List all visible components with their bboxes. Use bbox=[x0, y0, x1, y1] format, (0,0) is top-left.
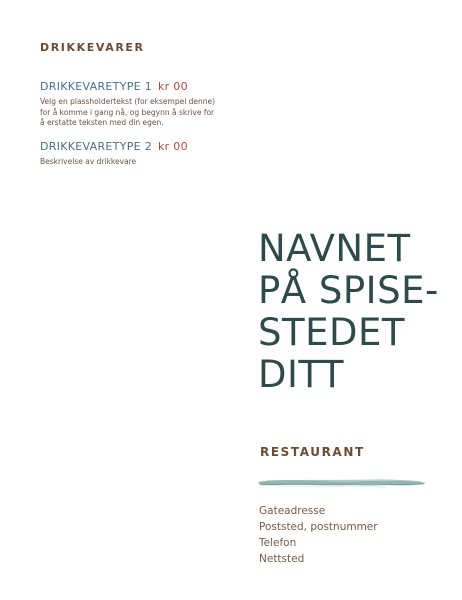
restaurant-name-line: NAVNET bbox=[258, 227, 411, 270]
postal-address: Poststed, postnummer bbox=[259, 521, 378, 533]
restaurant-type: RESTAURANT bbox=[260, 445, 365, 459]
section-heading: DRIKKEVARER bbox=[40, 41, 145, 54]
restaurant-name-line: PÅ SPISE- bbox=[258, 269, 439, 312]
menu-item-price: kr 00 bbox=[158, 80, 188, 93]
description-line: Beskrivelse av drikkevare bbox=[40, 157, 137, 166]
description-line: å erstatte teksten med din egen. bbox=[40, 118, 164, 127]
menu-item-description bbox=[40, 97, 240, 129]
menu-item-title-row bbox=[40, 140, 240, 154]
restaurant-name bbox=[258, 228, 439, 396]
description-line: for å komme i gang nå, og begynn å skrive for bbox=[40, 107, 215, 117]
brush-stroke-divider bbox=[256, 476, 428, 490]
street-address: Gateadresse bbox=[259, 505, 326, 517]
menu-item-price: kr 00 bbox=[158, 140, 188, 153]
phone: Telefon bbox=[259, 537, 297, 549]
restaurant-name-line: STEDET bbox=[258, 311, 405, 354]
menu-item bbox=[40, 80, 240, 129]
menu-item bbox=[40, 140, 240, 168]
website: Nettsted bbox=[259, 553, 305, 565]
contact-info bbox=[259, 503, 378, 567]
description-line: Velg en plassholdertekst (for eksempel denne) bbox=[40, 97, 216, 106]
menu-item-title-row bbox=[40, 80, 240, 94]
menu-item-description bbox=[40, 157, 240, 168]
menu-item-title: DRIKKEVARETYPE 1 bbox=[40, 80, 152, 93]
menu-item-title: DRIKKEVARETYPE 2 bbox=[40, 140, 152, 153]
restaurant-name-line: DITT bbox=[258, 353, 344, 396]
